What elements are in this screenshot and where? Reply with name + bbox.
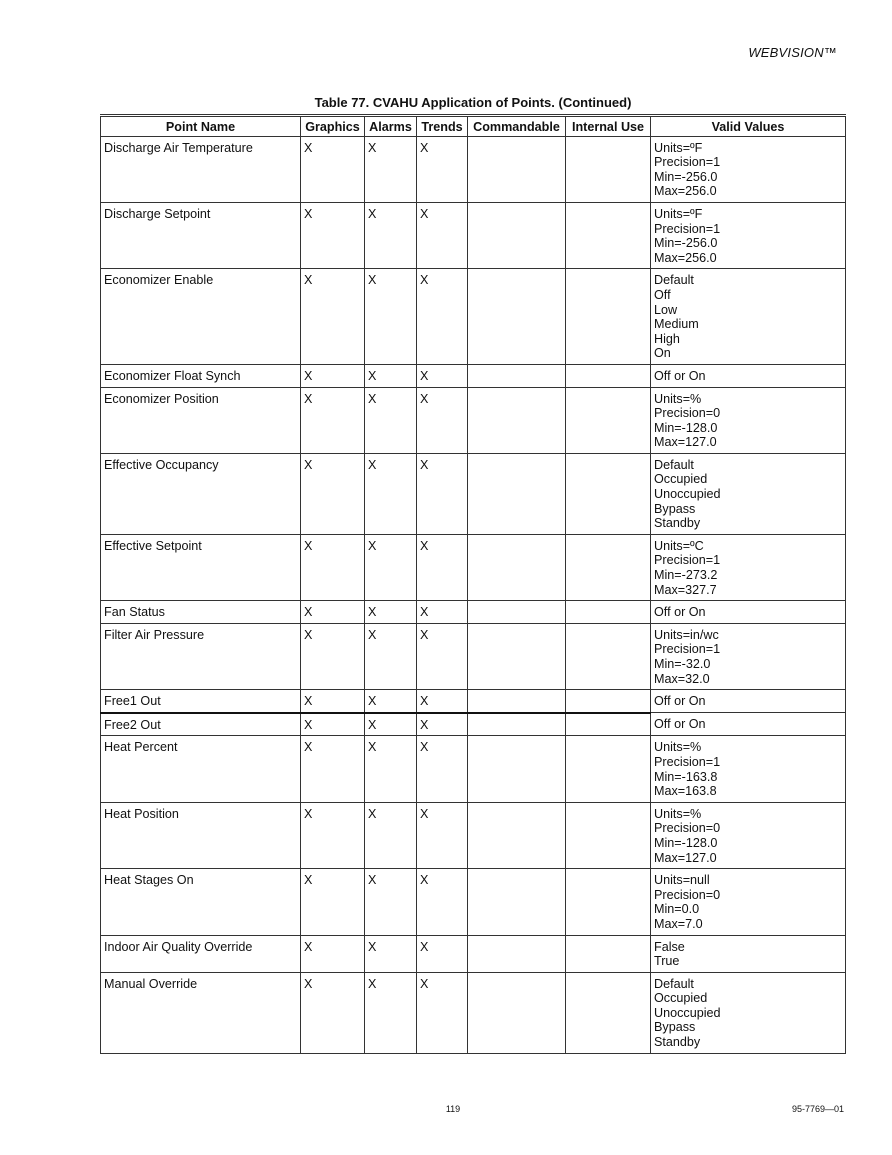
valid-value: Max=32.0: [654, 671, 710, 686]
valid-value: High: [654, 331, 680, 346]
valid-value: Min=-273.2: [654, 568, 718, 583]
table-body: [101, 136, 846, 1053]
column-header-commandable: Commandable: [468, 116, 566, 137]
valid-values-cell: [651, 269, 846, 365]
internal-use-cell: [566, 269, 651, 365]
commandable-cell: [468, 269, 566, 365]
trends-cell: X: [417, 534, 468, 600]
valid-value: Max=327.7: [654, 582, 717, 597]
alarms-cell: X: [365, 802, 417, 868]
internal-use-cell: [566, 387, 651, 453]
table-header-row: [101, 116, 846, 137]
valid-value: Default: [654, 976, 694, 991]
trends-cell: X: [417, 601, 468, 624]
alarms-cell: X: [365, 736, 417, 802]
table-row: [101, 136, 846, 202]
alarms-cell: X: [365, 601, 417, 624]
commandable-cell: [468, 736, 566, 802]
internal-use-cell: [566, 690, 651, 713]
trends-cell: X: [417, 690, 468, 713]
valid-value: Bypass: [654, 501, 696, 516]
valid-values-cell: [651, 453, 846, 534]
valid-value: Max=127.0: [654, 850, 717, 865]
valid-value: Units=ºF: [654, 206, 703, 221]
document-number: 95-7769—01: [791, 1104, 844, 1114]
graphics-cell: X: [301, 534, 365, 600]
commandable-cell: [468, 601, 566, 624]
valid-values-cell: [651, 736, 846, 802]
trends-cell: X: [417, 713, 468, 736]
valid-values-cell: [651, 935, 846, 972]
trends-cell: X: [417, 202, 468, 268]
valid-value: Max=163.8: [654, 784, 717, 799]
valid-value: Off: [654, 287, 671, 302]
point-name-cell: Economizer Enable: [101, 269, 301, 365]
valid-value: Precision=0: [654, 821, 721, 836]
point-name-cell: Effective Setpoint: [101, 534, 301, 600]
valid-value: Off or On: [654, 368, 706, 383]
valid-value: Standby: [654, 1035, 701, 1050]
valid-value: Units=in/wc: [654, 627, 719, 642]
trends-cell: X: [417, 364, 468, 387]
graphics-cell: X: [301, 802, 365, 868]
valid-value: Max=256.0: [654, 250, 717, 265]
valid-values-cell: [651, 387, 846, 453]
valid-value: Precision=1: [654, 221, 721, 236]
point-name-cell: Economizer Float Synch: [101, 364, 301, 387]
valid-value: Precision=1: [654, 155, 721, 170]
valid-value: Min=-128.0: [654, 835, 718, 850]
graphics-cell: X: [301, 736, 365, 802]
valid-values-cell: [651, 802, 846, 868]
valid-value: Min=0.0: [654, 902, 700, 917]
internal-use-cell: [566, 802, 651, 868]
valid-value: Units=%: [654, 391, 702, 406]
valid-value: Precision=0: [654, 406, 721, 421]
valid-values-cell: [651, 869, 846, 935]
internal-use-cell: [566, 623, 651, 689]
valid-value: Default: [654, 457, 694, 472]
valid-value: Occupied: [654, 472, 708, 487]
valid-values-cell: [651, 623, 846, 689]
point-name-cell: Filter Air Pressure: [101, 623, 301, 689]
page-number: 119: [445, 1104, 461, 1114]
table-row: [101, 534, 846, 600]
trends-cell: X: [417, 736, 468, 802]
valid-value: Max=127.0: [654, 435, 717, 450]
point-name-cell: Discharge Air Temperature: [101, 136, 301, 202]
internal-use-cell: [566, 453, 651, 534]
alarms-cell: X: [365, 623, 417, 689]
valid-value: Units=null: [654, 873, 710, 888]
trends-cell: X: [417, 136, 468, 202]
internal-use-cell: [566, 136, 651, 202]
column-header-graphics: Graphics: [301, 116, 365, 137]
graphics-cell: X: [301, 690, 365, 713]
trends-cell: X: [417, 869, 468, 935]
commandable-cell: [468, 869, 566, 935]
commandable-cell: [468, 972, 566, 1053]
point-name-cell: Effective Occupancy: [101, 453, 301, 534]
alarms-cell: X: [365, 387, 417, 453]
points-table: [100, 114, 846, 1054]
table-row: [101, 713, 846, 736]
valid-value: Units=%: [654, 806, 702, 821]
point-name-cell: Heat Position: [101, 802, 301, 868]
valid-value: Min=-32.0: [654, 657, 711, 671]
valid-value: Precision=1: [654, 642, 721, 657]
valid-value: Max=7.0: [654, 916, 703, 931]
commandable-cell: [468, 534, 566, 600]
valid-value: Off or On: [654, 717, 706, 732]
table-row: [101, 972, 846, 1053]
valid-value: Precision=1: [654, 754, 721, 769]
column-header-alarms: Alarms: [365, 116, 417, 137]
alarms-cell: X: [365, 269, 417, 365]
trends-cell: X: [417, 269, 468, 365]
column-header-trends: Trends: [417, 116, 468, 137]
valid-value: Unoccupied: [654, 487, 721, 502]
trends-cell: X: [417, 935, 468, 972]
valid-value: Min=-163.8: [654, 769, 718, 784]
internal-use-cell: [566, 601, 651, 624]
valid-value: Off or On: [654, 694, 706, 709]
valid-value: Unoccupied: [654, 1005, 721, 1020]
valid-values-cell: [651, 136, 846, 202]
point-name-cell: Fan Status: [101, 601, 301, 624]
graphics-cell: X: [301, 713, 365, 736]
internal-use-cell: [566, 736, 651, 802]
table-row: [101, 453, 846, 534]
column-header-valid-values: Valid Values: [651, 116, 846, 137]
internal-use-cell: [566, 364, 651, 387]
table-row: [101, 202, 846, 268]
valid-value: Precision=0: [654, 887, 721, 902]
table-row: [101, 802, 846, 868]
valid-value: Units=ºC: [654, 538, 704, 553]
valid-value: Min=-256.0: [654, 236, 718, 251]
graphics-cell: X: [301, 269, 365, 365]
internal-use-cell: [566, 935, 651, 972]
valid-value: Occupied: [654, 991, 708, 1006]
valid-values-cell: [651, 534, 846, 600]
alarms-cell: X: [365, 869, 417, 935]
point-name-cell: Discharge Setpoint: [101, 202, 301, 268]
valid-values-cell: [651, 601, 846, 624]
column-header-internal-use: Internal Use: [566, 116, 651, 137]
internal-use-cell: [566, 972, 651, 1053]
point-name-cell: Free2 Out: [101, 713, 301, 736]
valid-value: False: [654, 939, 685, 954]
valid-value: Bypass: [654, 1020, 696, 1035]
alarms-cell: X: [365, 690, 417, 713]
graphics-cell: X: [301, 601, 365, 624]
valid-value: Precision=1: [654, 553, 721, 568]
table-row: [101, 387, 846, 453]
commandable-cell: [468, 364, 566, 387]
valid-value: Standby: [654, 516, 701, 531]
point-name-cell: Heat Percent: [101, 736, 301, 802]
alarms-cell: X: [365, 713, 417, 736]
internal-use-cell: [566, 534, 651, 600]
trends-cell: X: [417, 387, 468, 453]
graphics-cell: X: [301, 972, 365, 1053]
commandable-cell: [468, 802, 566, 868]
table-row: [101, 601, 846, 624]
valid-value: Off or On: [654, 605, 706, 620]
alarms-cell: X: [365, 534, 417, 600]
internal-use-cell: [566, 869, 651, 935]
valid-value: Default: [654, 273, 694, 288]
table-row: [101, 364, 846, 387]
trends-cell: X: [417, 972, 468, 1053]
commandable-cell: [468, 935, 566, 972]
point-name-cell: Manual Override: [101, 972, 301, 1053]
valid-value: Units=%: [654, 740, 702, 755]
valid-value: Max=256.0: [654, 184, 717, 199]
graphics-cell: X: [301, 364, 365, 387]
valid-values-cell: [651, 972, 846, 1053]
valid-value: Min=-256.0: [654, 169, 718, 184]
graphics-cell: X: [301, 387, 365, 453]
commandable-cell: [468, 136, 566, 202]
valid-values-cell: [651, 202, 846, 268]
commandable-cell: [468, 690, 566, 713]
table-row: [101, 269, 846, 365]
internal-use-cell: [566, 713, 651, 736]
commandable-cell: [468, 202, 566, 268]
valid-value: Medium: [654, 317, 699, 332]
alarms-cell: X: [365, 453, 417, 534]
alarms-cell: X: [365, 972, 417, 1053]
graphics-cell: X: [301, 869, 365, 935]
point-name-cell: Indoor Air Quality Override: [101, 935, 301, 972]
valid-value: Units=ºF: [654, 140, 703, 155]
valid-value: Min=-128.0: [654, 420, 718, 435]
table-row: [101, 935, 846, 972]
alarms-cell: X: [365, 935, 417, 972]
valid-value: On: [654, 346, 671, 361]
table-row: [101, 736, 846, 802]
column-header-point-name: Point Name: [101, 116, 301, 137]
trends-cell: X: [417, 623, 468, 689]
graphics-cell: X: [301, 202, 365, 268]
commandable-cell: [468, 387, 566, 453]
alarms-cell: X: [365, 364, 417, 387]
graphics-cell: X: [301, 935, 365, 972]
valid-values-cell: [651, 713, 846, 736]
trends-cell: X: [417, 802, 468, 868]
table-row: [101, 869, 846, 935]
graphics-cell: X: [301, 623, 365, 689]
table-title: Table 77. CVAHU Application of Points. (Continued): [314, 95, 632, 110]
valid-value: Low: [654, 302, 678, 317]
valid-values-cell: [651, 690, 846, 713]
point-name-cell: Free1 Out: [101, 690, 301, 713]
header-brand: WEBVISION™: [748, 45, 837, 60]
alarms-cell: X: [365, 202, 417, 268]
point-name-cell: Heat Stages On: [101, 869, 301, 935]
valid-values-cell: [651, 364, 846, 387]
point-name-cell: Economizer Position: [101, 387, 301, 453]
commandable-cell: [468, 623, 566, 689]
commandable-cell: [468, 453, 566, 534]
alarms-cell: X: [365, 136, 417, 202]
valid-value: True: [654, 954, 680, 969]
table-row: [101, 623, 846, 689]
commandable-cell: [468, 713, 566, 736]
internal-use-cell: [566, 202, 651, 268]
table-row: [101, 690, 846, 713]
graphics-cell: X: [301, 453, 365, 534]
graphics-cell: X: [301, 136, 365, 202]
trends-cell: X: [417, 453, 468, 534]
